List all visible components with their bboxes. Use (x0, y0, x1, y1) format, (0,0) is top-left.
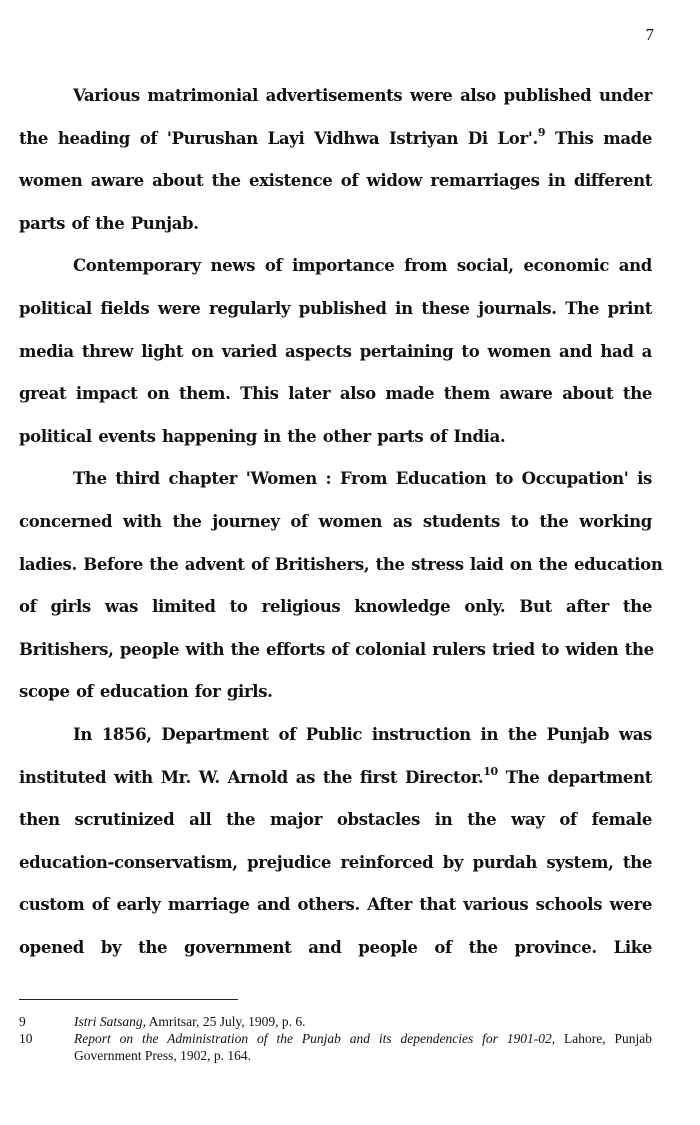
footnote-text-continued: Government Press, 1902, p. 164. (74, 1048, 251, 1063)
paragraph-line: scope of education for girls. (19, 682, 273, 702)
paragraph-line: Britishers, people with the efforts of colonial rulers tried to widen the (19, 639, 654, 659)
footnote-text (74, 1030, 652, 1047)
paragraph-line: media threw light on varied aspects pertaining to women and had a (19, 341, 652, 361)
paragraph-line: custom of early marriage and others. After that various schools were (19, 895, 652, 915)
paragraph-line: Contemporary news of importance from social, economic and (73, 256, 652, 276)
paragraph-text: instituted with Mr. W. Arnold as the first Director. (19, 767, 484, 787)
footnote-reference[interactable]: 10 (483, 765, 498, 778)
paragraph-line: then scrutinized all the major obstacles in the way of female (19, 810, 652, 830)
footnote-number: 9 (19, 1014, 26, 1029)
paragraph-line: concerned with the journey of women as students to the working (19, 511, 652, 531)
paragraph-line: In 1856, Department of Public instruction in the Punjab was (73, 724, 652, 744)
footnote-source-details: Lahore, Punjab (555, 1031, 652, 1046)
footnote-source-title: Report on the Administration of the Punjab and its dependencies for 1901-02, (74, 1031, 556, 1046)
footnote-number: 10 (19, 1031, 33, 1046)
footnote (19, 1030, 652, 1064)
paragraph-line: of girls was limited to religious knowledge only. But after the (19, 597, 652, 617)
footnote-source-title: Istri Satsang, (74, 1014, 147, 1029)
footnote-reference[interactable]: 9 (537, 126, 546, 140)
footnotes (19, 1013, 652, 1064)
paragraph-line: education-conservatism, prejudice reinforced by purdah system, the (19, 852, 652, 872)
paragraph-line: great impact on them. This later also made them aware about the (19, 384, 652, 404)
paragraph-text: the heading of 'Purushan Layi Vidhwa Istriyan Di Lor'. (19, 128, 538, 148)
paragraph-line (19, 757, 652, 800)
footnote (19, 1013, 652, 1030)
paragraph-line: political events happening in the other parts of India. (19, 426, 506, 446)
footnote-separator (19, 999, 238, 1000)
paragraph-line: The third chapter 'Women : From Education to Occupation' is (73, 469, 652, 489)
paragraph-line: women aware about the existence of widow remarriages in different (19, 171, 652, 191)
paragraph-text: This made (545, 128, 652, 148)
footnote-text (74, 1013, 652, 1030)
page-number: 7 (645, 25, 654, 44)
body-text (19, 75, 663, 969)
paragraph-line: ladies. Before the advent of Britishers, the stress laid on the education (19, 554, 663, 574)
paragraph-text: The department (497, 767, 652, 787)
paragraph-line (19, 118, 652, 161)
paragraph-line: Various matrimonial advertisements were also published under (73, 86, 652, 105)
paragraph-line: political fields were regularly published in these journals. The print (19, 298, 652, 318)
paragraph-line: opened by the government and people of the province. Like (19, 937, 652, 957)
paragraph-line: parts of the Punjab. (19, 213, 199, 233)
footnote-source-details: Amritsar, 25 July, 1909, p. 6. (146, 1014, 306, 1029)
